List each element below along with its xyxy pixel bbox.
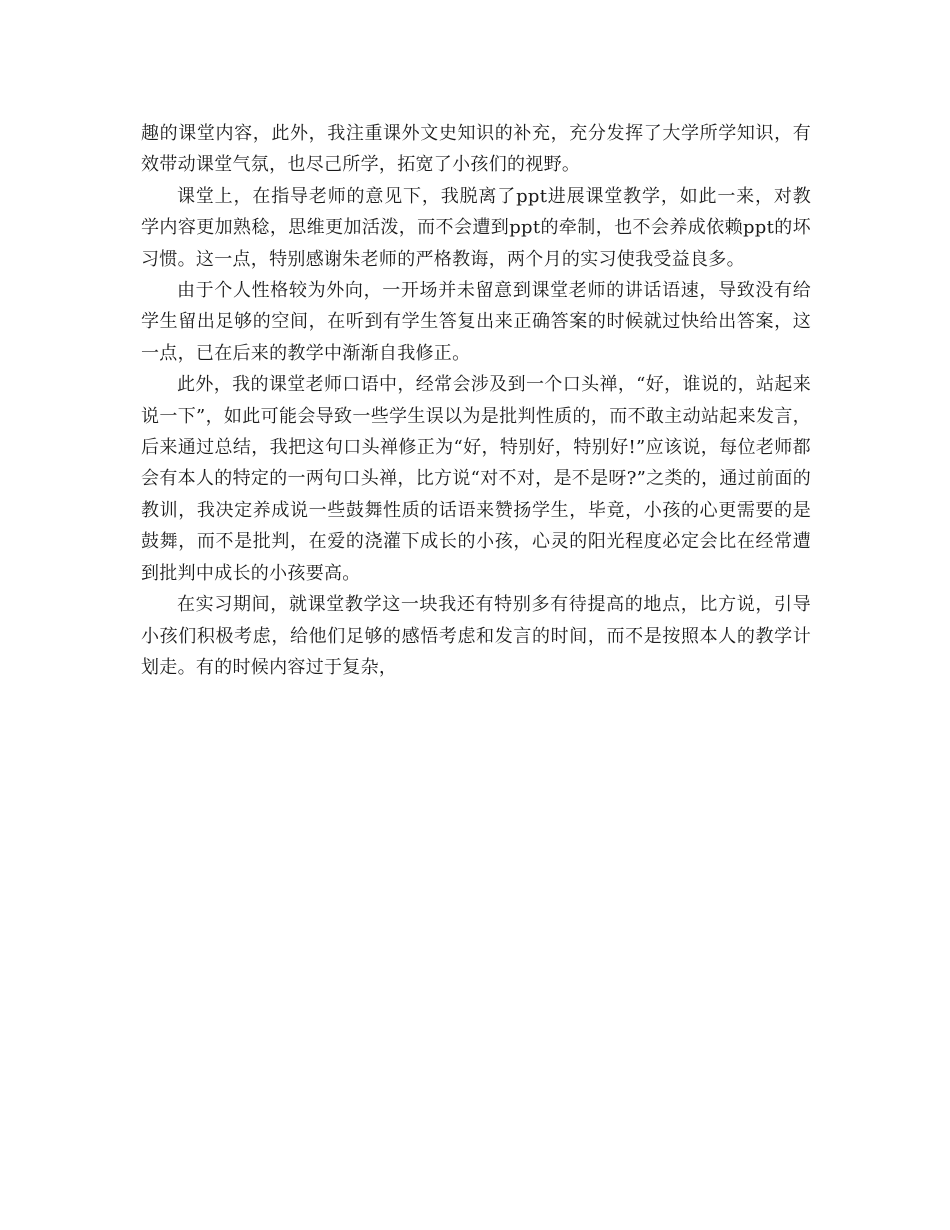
paragraph-catchphrase: 此外，我的课堂老师口语中，经常会涉及到一个口头禅，“好，谁说的，站起来说一下”，如此可能会导致一些学生误以为是批判性质的，而不敢主动站起来发言，后来通过总结，我把这句口头禅修正为“好，特别好，特别好!”应该说，每位老师都会有本人的特定的一两句口头禅，比方说“对不对，是不是呀?”之类的，通过前面的教训，我决定养成说一些鼓舞性质的话语来赞扬学生，毕竟，小孩的心更需要的是鼓舞，而不是批判，在爱的浇灌下成长的小孩，心灵的阳光程度必定会比在经常遭到批判中成长的小孩要高。 [141,374,811,584]
document-body [141,118,811,683]
paragraph-improvement: 在实习期间，就课堂教学这一块我还有特别多有待提高的地点，比方说，引导小孩们积极考虑，给他们足够的感悟考虑和发言的时间，而不是按照本人的教学计划走。有的时候内容过于复杂， [141,594,811,678]
paragraph-speech-speed: 由于个人性格较为外向，一开场并未留意到课堂老师的讲话语速，导致没有给学生留出足够的空间，在听到有学生答复出来正确答案的时候就过快给出答案，这一点，已在后来的教学中渐渐自我修正。 [141,280,811,364]
paragraph-continued: 趣的课堂内容，此外，我注重课外文史知识的补充，充分发挥了大学所学知识，有效带动课堂气氛，也尽己所学，拓宽了小孩们的视野。 [141,123,811,176]
paragraph-ppt-teaching: 课堂上，在指导老师的意见下，我脱离了ppt进展课堂教学，如此一来，对教学内容更加熟稔，思维更加活泼，而不会遭到ppt的牵制，也不会养成依赖ppt的坏习惯。这一点，特别感谢朱老师的严格教诲，两个月的实习使我受益良多。 [141,185,811,270]
